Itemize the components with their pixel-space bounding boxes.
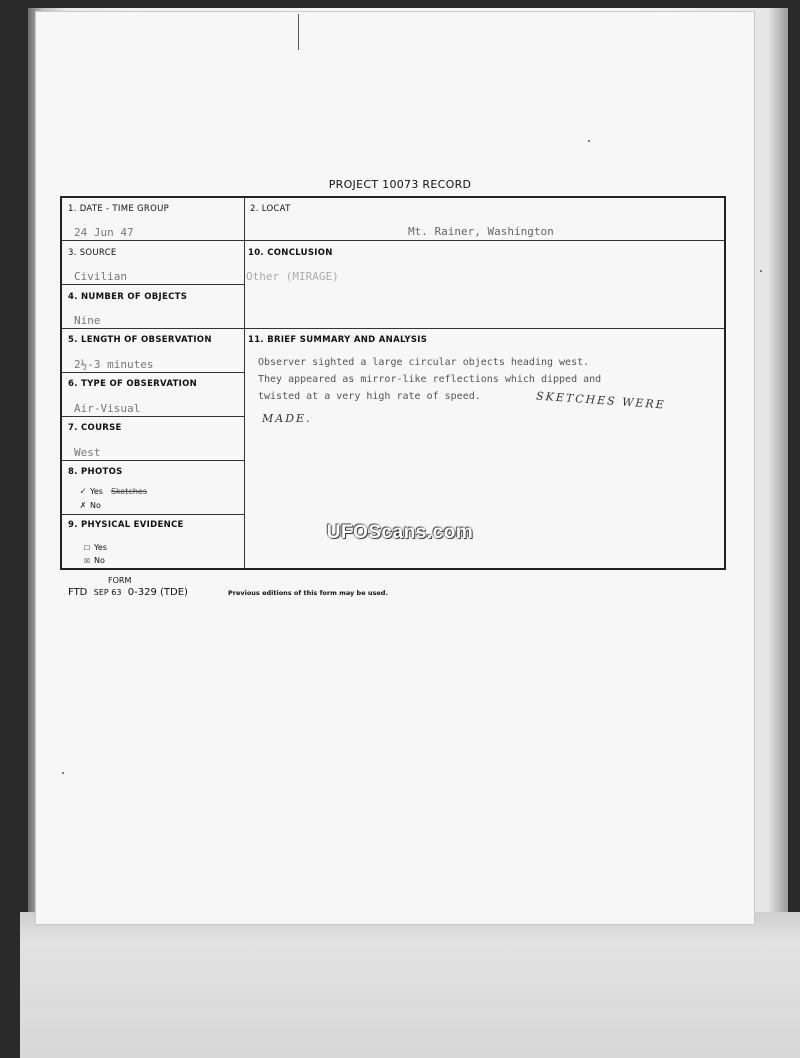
checkbox-checked-icon: ☒ bbox=[84, 555, 91, 566]
date-label: 1. DATE - TIME GROUP bbox=[68, 204, 170, 214]
course-value: West bbox=[74, 446, 101, 459]
evidence-label: 9. PHYSICAL EVIDENCE bbox=[68, 520, 184, 530]
grid-hline-row7 bbox=[62, 514, 244, 515]
type-value: Air-Visual bbox=[74, 402, 141, 415]
footer-note: Previous editions of this form may be used. bbox=[228, 589, 388, 597]
paper-lower-sheet bbox=[20, 912, 800, 1058]
evidence-yes-label: Yes bbox=[94, 543, 107, 552]
objects-label: 4. NUMBER OF OBJECTS bbox=[68, 292, 188, 302]
edge-mark bbox=[298, 14, 299, 50]
length-value: 2½-3 minutes bbox=[74, 358, 154, 371]
grid-hline-row2 bbox=[62, 284, 244, 285]
conclusion-label: 10. CONCLUSION bbox=[248, 248, 333, 258]
grid-hline-row6 bbox=[62, 460, 244, 461]
photos-no-label: No bbox=[90, 501, 101, 510]
form-word: FORM bbox=[108, 576, 132, 585]
scan-speck bbox=[588, 140, 590, 142]
summary-text: Observer sighted a large circular objects heading west. They appeared as mirror-like reflections which dipped and twisted at a very high rate of speed. bbox=[258, 357, 602, 402]
source-value: Civilian bbox=[74, 270, 127, 283]
objects-value: Nine bbox=[74, 314, 101, 327]
location-value: Mt. Rainer, Washington bbox=[408, 225, 554, 238]
photos-no-line bbox=[80, 500, 101, 511]
photos-yes-line bbox=[80, 486, 147, 497]
form-id-number: 0-329 (TDE) bbox=[127, 587, 188, 598]
source-label: 3. SOURCE bbox=[68, 248, 117, 258]
watermark: UFOScans.com bbox=[326, 522, 474, 543]
photos-yes-struck: Sketches bbox=[110, 487, 147, 496]
record-form bbox=[60, 196, 726, 570]
form-id-prefix: FTD bbox=[68, 587, 88, 598]
length-label: 5. LENGTH OF OBSERVATION bbox=[68, 335, 212, 345]
photos-label: 8. PHOTOS bbox=[68, 467, 123, 477]
summary-label: 11. BRIEF SUMMARY AND ANALYSIS bbox=[248, 335, 428, 345]
summary-handwritten-2: MADE. bbox=[262, 412, 312, 425]
grid-hline-row3 bbox=[62, 328, 724, 329]
type-label: 6. TYPE OF OBSERVATION bbox=[68, 379, 198, 389]
checkbox-empty-icon: ☐ bbox=[84, 542, 91, 553]
grid-hline-row1 bbox=[62, 240, 724, 241]
form-id-date: SEP 63 bbox=[93, 588, 122, 597]
conclusion-value: Other (MIRAGE) bbox=[246, 270, 339, 283]
cross-mark-icon: ✗ bbox=[80, 500, 87, 511]
grid-hline-row5 bbox=[62, 416, 244, 417]
form-title: PROJECT 10073 RECORD bbox=[328, 178, 472, 191]
scan-speck bbox=[760, 270, 762, 272]
evidence-no-line bbox=[84, 555, 105, 566]
checkmark-icon: ✓ bbox=[80, 486, 87, 497]
grid-vline-main bbox=[244, 198, 245, 568]
course-label: 7. COURSE bbox=[68, 423, 122, 433]
scan-speck bbox=[62, 772, 64, 774]
grid-hline-row4 bbox=[62, 372, 244, 373]
photos-yes-label: Yes bbox=[90, 487, 103, 496]
date-value: 24 Jun 47 bbox=[74, 226, 134, 239]
form-id bbox=[68, 587, 188, 598]
summary-handwritten-1: SKETCHES WERE bbox=[535, 389, 667, 412]
location-label: 2. LOCAT bbox=[250, 204, 291, 214]
evidence-no-label: No bbox=[94, 556, 105, 565]
